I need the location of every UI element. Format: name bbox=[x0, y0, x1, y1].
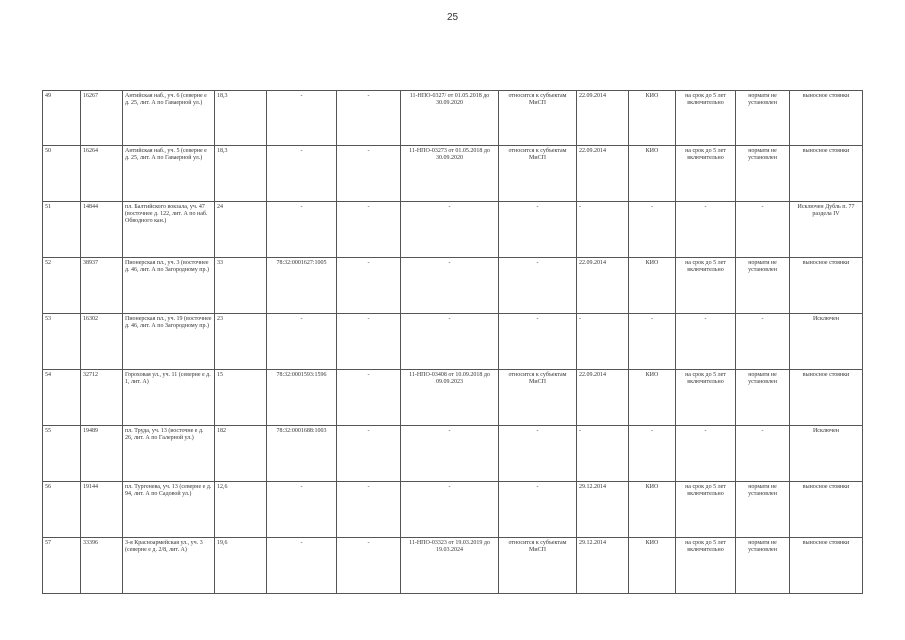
permit-cell: - bbox=[401, 482, 499, 538]
table-row bbox=[43, 370, 863, 426]
status-cell: выносное стоянки bbox=[790, 258, 863, 314]
registry-number-cell: 16264 bbox=[81, 146, 123, 202]
cadastral-number-cell: - bbox=[267, 91, 337, 146]
extra-cell: - bbox=[337, 314, 401, 370]
registry-number-cell: 16267 bbox=[81, 91, 123, 146]
row-number-cell: 54 bbox=[43, 370, 81, 426]
smb-subject-cell: относится к субъектам МиСП bbox=[499, 370, 577, 426]
permit-cell: 11-НПО-03273 от 01.05.2018 до 30.09.2020 bbox=[401, 146, 499, 202]
extra-cell: - bbox=[337, 146, 401, 202]
smb-subject-cell: - bbox=[499, 482, 577, 538]
permit-cell: - bbox=[401, 258, 499, 314]
status-cell: выносное стоянки bbox=[790, 146, 863, 202]
row-number-cell: 55 bbox=[43, 426, 81, 482]
extra-cell: - bbox=[337, 538, 401, 594]
cadastral-number-cell: 78:32:0001593:1596 bbox=[267, 370, 337, 426]
area-cell: 24 bbox=[215, 202, 267, 258]
status-cell: выносное стоянки bbox=[790, 538, 863, 594]
permit-cell: - bbox=[401, 202, 499, 258]
date-cell: 22.09.2014 bbox=[577, 258, 629, 314]
status-cell: выносное стоянки bbox=[790, 91, 863, 146]
date-cell: - bbox=[577, 426, 629, 482]
table-row bbox=[43, 314, 863, 370]
extra-cell: - bbox=[337, 91, 401, 146]
area-cell: 19,6 bbox=[215, 538, 267, 594]
term-cell: - bbox=[676, 426, 736, 482]
date-cell: 29.12.2014 bbox=[577, 538, 629, 594]
norm-cell: - bbox=[736, 202, 790, 258]
status-cell: Исключен bbox=[790, 426, 863, 482]
organization-cell: КИО bbox=[629, 91, 676, 146]
table-row bbox=[43, 91, 863, 146]
area-cell: 182 bbox=[215, 426, 267, 482]
address-cell: Антийская наб., уч. 6 (северне е д. 25, лит. А по Гаваерной ул.) bbox=[123, 91, 215, 146]
term-cell: на срок до 5 лет включительно bbox=[676, 146, 736, 202]
permit-cell: 11-НПО-03408 от 10.09.2018 до 09.09.2023 bbox=[401, 370, 499, 426]
cadastral-number-cell: - bbox=[267, 538, 337, 594]
cadastral-number-cell: - bbox=[267, 482, 337, 538]
row-number-cell: 57 bbox=[43, 538, 81, 594]
registry-number-cell: 32712 bbox=[81, 370, 123, 426]
cadastral-number-cell: - bbox=[267, 314, 337, 370]
extra-cell: - bbox=[337, 482, 401, 538]
norm-cell: нормати не установлен bbox=[736, 258, 790, 314]
status-cell: Исключен Дубль п. 77 раздела IV bbox=[790, 202, 863, 258]
address-cell: Пионерская пл., уч. 3 (восточнее д. 46, лит. А по Загородному пр.) bbox=[123, 258, 215, 314]
registry-number-cell: 19489 bbox=[81, 426, 123, 482]
cadastral-number-cell: 78:32:0001627:1005 bbox=[267, 258, 337, 314]
area-cell: 33 bbox=[215, 258, 267, 314]
term-cell: - bbox=[676, 202, 736, 258]
norm-cell: - bbox=[736, 314, 790, 370]
area-cell: 18,3 bbox=[215, 146, 267, 202]
date-cell: - bbox=[577, 202, 629, 258]
row-number-cell: 50 bbox=[43, 146, 81, 202]
organization-cell: КИО bbox=[629, 146, 676, 202]
date-cell: 22.09.2014 bbox=[577, 91, 629, 146]
address-cell: пл. Балтийского вокзала, уч. 47 (восточнее д. 122, лит. А по наб. Обводного кан.) bbox=[123, 202, 215, 258]
cadastral-number-cell: 78:32:0001688:1003 bbox=[267, 426, 337, 482]
extra-cell: - bbox=[337, 370, 401, 426]
term-cell: на срок до 5 лет включительно bbox=[676, 91, 736, 146]
organization-cell: - bbox=[629, 426, 676, 482]
table-row bbox=[43, 146, 863, 202]
address-cell: 3-я Красноармейская ул., уч. 3 (северне е д. 2/8, лит. А) bbox=[123, 538, 215, 594]
date-cell: - bbox=[577, 314, 629, 370]
cadastral-number-cell: - bbox=[267, 202, 337, 258]
address-cell: пл. Труда, уч. 13 (восточне е д. 26, лит. А по Галерной ул.) bbox=[123, 426, 215, 482]
extra-cell: - bbox=[337, 426, 401, 482]
term-cell: на срок до 5 лет включительно bbox=[676, 538, 736, 594]
permit-cell: 11-НПО-0327/ от 01.05.2018 до 30.09.2020 bbox=[401, 91, 499, 146]
registry-number-cell: 19144 bbox=[81, 482, 123, 538]
term-cell: на срок до 5 лет включительно bbox=[676, 482, 736, 538]
registry-table bbox=[42, 90, 863, 594]
address-cell: Антийская наб., уч. 5 (северне е д. 25, лит. А по Гаваерной ул.) bbox=[123, 146, 215, 202]
table-row bbox=[43, 482, 863, 538]
permit-cell: 11-НПО-03323 от 19.03.2019 до 19.03.2024 bbox=[401, 538, 499, 594]
table-row bbox=[43, 258, 863, 314]
permit-cell: - bbox=[401, 426, 499, 482]
norm-cell: нормати не установлен bbox=[736, 91, 790, 146]
permit-cell: - bbox=[401, 314, 499, 370]
area-cell: 23 bbox=[215, 314, 267, 370]
norm-cell: нормати не установлен bbox=[736, 370, 790, 426]
term-cell: - bbox=[676, 314, 736, 370]
extra-cell: - bbox=[337, 258, 401, 314]
organization-cell: - bbox=[629, 314, 676, 370]
term-cell: на срок до 5 лет включительно bbox=[676, 258, 736, 314]
status-cell: выносное стоянки bbox=[790, 370, 863, 426]
organization-cell: КИО bbox=[629, 482, 676, 538]
norm-cell: - bbox=[736, 426, 790, 482]
term-cell: на срок до 5 лет включительно bbox=[676, 370, 736, 426]
page-number: 25 bbox=[446, 12, 459, 23]
table-row bbox=[43, 202, 863, 258]
smb-subject-cell: - bbox=[499, 202, 577, 258]
registry-number-cell: 33396 bbox=[81, 538, 123, 594]
status-cell: Исключен bbox=[790, 314, 863, 370]
row-number-cell: 49 bbox=[43, 91, 81, 146]
date-cell: 22.09.2014 bbox=[577, 370, 629, 426]
registry-number-cell: 14844 bbox=[81, 202, 123, 258]
area-cell: 12,6 bbox=[215, 482, 267, 538]
smb-subject-cell: - bbox=[499, 426, 577, 482]
row-number-cell: 52 bbox=[43, 258, 81, 314]
smb-subject-cell: относится к субъектам МиСП bbox=[499, 91, 577, 146]
smb-subject-cell: - bbox=[499, 258, 577, 314]
row-number-cell: 53 bbox=[43, 314, 81, 370]
organization-cell: КИО bbox=[629, 538, 676, 594]
row-number-cell: 51 bbox=[43, 202, 81, 258]
table-row bbox=[43, 426, 863, 482]
smb-subject-cell: относится к субъектам МиСП bbox=[499, 538, 577, 594]
status-cell: выносное стоянки bbox=[790, 482, 863, 538]
registry-number-cell: 16302 bbox=[81, 314, 123, 370]
address-cell: пл. Тургенева, уч. 13 (северне е д. 94, лит. А по Садовой ул.) bbox=[123, 482, 215, 538]
registry-number-cell: 38937 bbox=[81, 258, 123, 314]
norm-cell: нормати не установлен bbox=[736, 538, 790, 594]
date-cell: 22.09.2014 bbox=[577, 146, 629, 202]
address-cell: Гороховая ул., уч. 11 (северне е д. 1, лит. А) bbox=[123, 370, 215, 426]
extra-cell: - bbox=[337, 202, 401, 258]
organization-cell: - bbox=[629, 202, 676, 258]
smb-subject-cell: относится к субъектам МиСП bbox=[499, 146, 577, 202]
smb-subject-cell: - bbox=[499, 314, 577, 370]
address-cell: Пионерская пл., уч. 19 (восточнее д. 46, лит. А по Загородному пр.) bbox=[123, 314, 215, 370]
organization-cell: КИО bbox=[629, 258, 676, 314]
table-row bbox=[43, 538, 863, 594]
norm-cell: нормати не установлен bbox=[736, 146, 790, 202]
area-cell: 18,3 bbox=[215, 91, 267, 146]
date-cell: 29.12.2014 bbox=[577, 482, 629, 538]
cadastral-number-cell: - bbox=[267, 146, 337, 202]
organization-cell: КИО bbox=[629, 370, 676, 426]
area-cell: 15 bbox=[215, 370, 267, 426]
row-number-cell: 56 bbox=[43, 482, 81, 538]
norm-cell: нормати не установлен bbox=[736, 482, 790, 538]
